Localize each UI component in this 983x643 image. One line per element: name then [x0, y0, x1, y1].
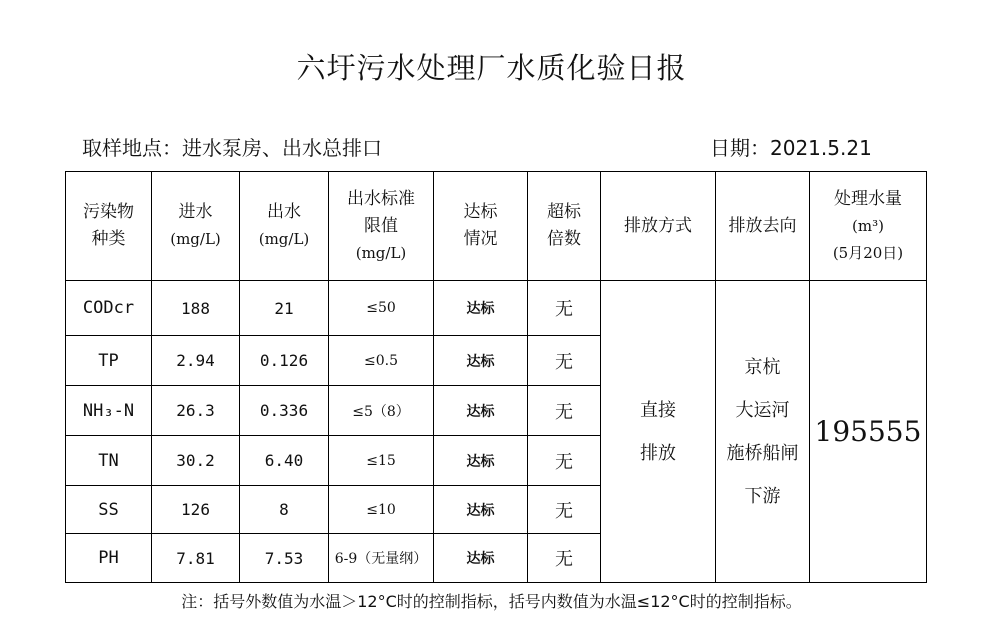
status-cell: 达标	[434, 486, 528, 534]
report-date	[710, 132, 872, 161]
outflow-cell: 7.53	[240, 534, 329, 583]
pollutant-cell: PH	[66, 534, 152, 583]
exceed-cell: 无	[528, 386, 601, 436]
inflow-cell: 2.94	[152, 336, 240, 386]
exceed-cell: 无	[528, 436, 601, 486]
outflow-cell: 0.126	[240, 336, 329, 386]
volume-value-cell: 195555	[810, 281, 927, 583]
inflow-cell: 126	[152, 486, 240, 534]
inflow-cell: 7.81	[152, 534, 240, 583]
exceed-cell: 无	[528, 534, 601, 583]
water-quality-table	[65, 171, 927, 583]
limit-cell: ≤50	[329, 281, 434, 336]
limit-cell: ≤15	[329, 436, 434, 486]
sampling-label: 取样地点：	[82, 136, 182, 160]
pollutant-cell: TN	[66, 436, 152, 486]
header-outflow: 出水 (mg/L)	[240, 172, 329, 281]
header-compliance: 达标 情况	[434, 172, 528, 281]
outflow-cell: 8	[240, 486, 329, 534]
header-limit: 出水标准 限值 (mg/L)	[329, 172, 434, 281]
status-cell: 达标	[434, 534, 528, 583]
header-discharge-method: 排放方式	[601, 172, 716, 281]
limit-cell: 6-9（无量纲）	[329, 534, 434, 583]
inflow-cell: 30.2	[152, 436, 240, 486]
pollutant-cell: TP	[66, 336, 152, 386]
header-exceed: 超标 倍数	[528, 172, 601, 281]
footnote: 注：括号外数值为水温＞12°C时的控制指标，括号内数值为水温≤12°C时的控制指标。	[181, 592, 802, 611]
header-inflow: 进水 (mg/L)	[152, 172, 240, 281]
sampling-value: 进水泵房、出水总排口	[182, 136, 382, 160]
date-value: 2021.5.21	[770, 136, 872, 160]
status-cell: 达标	[434, 281, 528, 336]
header-discharge-direction: 排放去向	[716, 172, 810, 281]
sampling-location	[82, 132, 382, 161]
exceed-cell: 无	[528, 281, 601, 336]
discharge-direction-cell: 京杭 大运河 施桥船闸 下游	[716, 281, 810, 583]
limit-cell: ≤0.5	[329, 336, 434, 386]
discharge-method-cell: 直接 排放	[601, 281, 716, 583]
pollutant-cell: SS	[66, 486, 152, 534]
report-title: 六圩污水处理厂水质化验日报	[296, 51, 687, 85]
inflow-cell: 26.3	[152, 386, 240, 436]
header-pollutant: 污染物 种类	[66, 172, 152, 281]
status-cell: 达标	[434, 336, 528, 386]
header-volume: 处理水量 (m³) (5月20日)	[810, 172, 927, 281]
date-label: 日期：	[710, 136, 770, 160]
status-cell: 达标	[434, 436, 528, 486]
header-row	[66, 172, 927, 281]
exceed-cell: 无	[528, 336, 601, 386]
limit-cell: ≤5（8）	[329, 386, 434, 436]
outflow-cell: 0.336	[240, 386, 329, 436]
inflow-cell: 188	[152, 281, 240, 336]
outflow-cell: 6.40	[240, 436, 329, 486]
pollutant-cell: NH₃-N	[66, 386, 152, 436]
outflow-cell: 21	[240, 281, 329, 336]
status-cell: 达标	[434, 386, 528, 436]
table-row	[66, 281, 927, 336]
limit-cell: ≤10	[329, 486, 434, 534]
pollutant-cell: CODcr	[66, 281, 152, 336]
exceed-cell: 无	[528, 486, 601, 534]
